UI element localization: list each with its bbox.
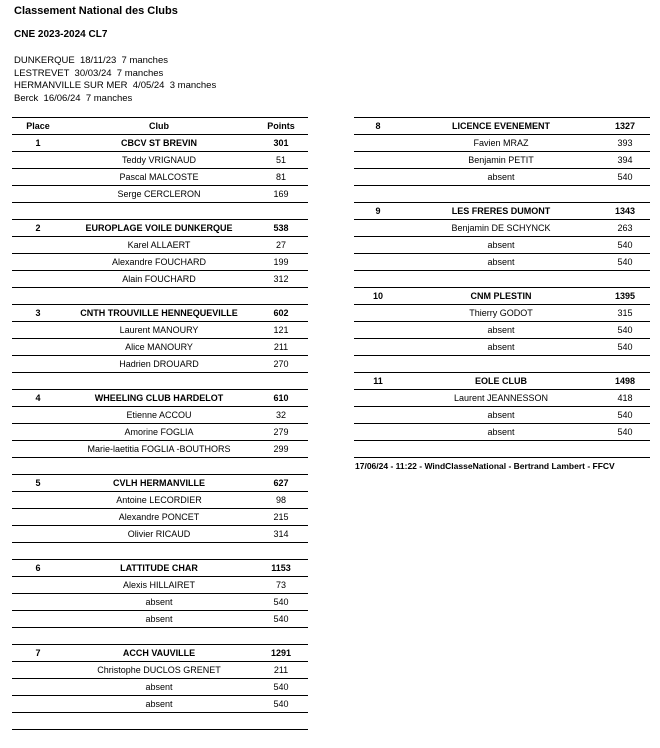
member-row bbox=[354, 305, 650, 322]
spacer-row bbox=[354, 441, 650, 458]
member-points: 540 bbox=[273, 682, 289, 692]
club-rank: 5 bbox=[35, 478, 41, 488]
footer-credit: 17/06/24 - 11:22 - WindClasseNational - Bertrand Lambert - FFCV bbox=[355, 461, 615, 471]
event-line: Berck 16/06/24 7 manches bbox=[14, 92, 133, 104]
ranking-table-left bbox=[12, 117, 308, 730]
club-rank: 3 bbox=[35, 308, 41, 318]
club-rank: 10 bbox=[372, 291, 383, 301]
header-club: Club bbox=[149, 121, 169, 131]
member-points: 540 bbox=[617, 240, 633, 250]
member-points: 73 bbox=[275, 580, 286, 590]
member-points: 169 bbox=[273, 189, 289, 199]
member-points: 540 bbox=[273, 614, 289, 624]
member-points: 540 bbox=[617, 427, 633, 437]
member-row bbox=[12, 696, 308, 713]
member-points: 211 bbox=[273, 665, 289, 675]
member-points: 279 bbox=[273, 427, 289, 437]
member-name: Favien MRAZ bbox=[473, 138, 529, 148]
club-rank: 9 bbox=[375, 206, 381, 216]
member-points: 27 bbox=[275, 240, 286, 250]
member-row bbox=[12, 526, 308, 543]
member-name: absent bbox=[145, 682, 173, 692]
document-subtitle: CNE 2023-2024 CL7 bbox=[14, 29, 108, 40]
club-points: 1327 bbox=[614, 121, 636, 131]
member-name: Alain FOUCHARD bbox=[122, 274, 196, 284]
member-name: Alexis HILLAIRET bbox=[122, 580, 196, 590]
spacer-row bbox=[12, 203, 308, 220]
member-row bbox=[12, 509, 308, 526]
member-points: 418 bbox=[617, 393, 633, 403]
spacer-row bbox=[354, 356, 650, 373]
member-name: Alexandre PONCET bbox=[118, 512, 200, 522]
club-name: ACCH VAUVILLE bbox=[122, 648, 196, 658]
spacer-row bbox=[12, 288, 308, 305]
member-row bbox=[354, 339, 650, 356]
member-row bbox=[12, 339, 308, 356]
spacer-row bbox=[12, 458, 308, 475]
member-points: 540 bbox=[617, 325, 633, 335]
club-name: EUROPLAGE VOILE DUNKERQUE bbox=[85, 223, 233, 233]
member-name: Benjamin PETIT bbox=[468, 155, 534, 165]
member-row bbox=[12, 169, 308, 186]
club-rank: 4 bbox=[35, 393, 41, 403]
club-points: 627 bbox=[273, 478, 289, 488]
member-points: 315 bbox=[617, 308, 633, 318]
spacer-row bbox=[12, 543, 308, 560]
member-row bbox=[12, 356, 308, 373]
spacer-row bbox=[354, 186, 650, 203]
member-points: 81 bbox=[275, 172, 286, 182]
member-row bbox=[12, 407, 308, 424]
club-name: CNTH TROUVILLE HENNEQUEVILLE bbox=[80, 308, 238, 318]
club-row bbox=[12, 390, 308, 407]
member-name: Amorine FOGLIA bbox=[124, 427, 194, 437]
club-rank: 6 bbox=[35, 563, 41, 573]
club-points: 1498 bbox=[614, 376, 636, 386]
member-name: Hadrien DROUARD bbox=[119, 359, 199, 369]
member-name: Laurent MANOURY bbox=[119, 325, 199, 335]
header-points: Points bbox=[267, 121, 295, 131]
club-name: LES FRERES DUMONT bbox=[451, 206, 551, 216]
member-name: absent bbox=[487, 427, 515, 437]
spacer-row bbox=[354, 271, 650, 288]
member-name: absent bbox=[487, 325, 515, 335]
club-points: 1291 bbox=[270, 648, 292, 658]
club-row bbox=[354, 118, 650, 135]
member-row bbox=[12, 186, 308, 203]
member-points: 540 bbox=[617, 257, 633, 267]
club-row bbox=[12, 305, 308, 322]
member-points: 215 bbox=[273, 512, 289, 522]
club-row bbox=[354, 203, 650, 220]
club-rank: 8 bbox=[375, 121, 381, 131]
club-row bbox=[354, 373, 650, 390]
member-name: Alice MANOURY bbox=[125, 342, 193, 352]
member-row bbox=[12, 271, 308, 288]
member-name: absent bbox=[145, 614, 173, 624]
club-name: LATTITUDE CHAR bbox=[120, 563, 198, 573]
member-name: Thierry GODOT bbox=[469, 308, 533, 318]
member-points: 211 bbox=[273, 342, 289, 352]
member-row bbox=[354, 390, 650, 407]
member-points: 314 bbox=[273, 529, 289, 539]
member-points: 540 bbox=[273, 699, 289, 709]
member-points: 394 bbox=[617, 155, 633, 165]
member-points: 299 bbox=[273, 444, 289, 454]
member-row bbox=[354, 407, 650, 424]
member-points: 393 bbox=[617, 138, 633, 148]
club-row bbox=[12, 560, 308, 577]
member-name: absent bbox=[145, 699, 173, 709]
club-row bbox=[12, 475, 308, 492]
member-name: Christophe DUCLOS GRENET bbox=[97, 665, 221, 675]
member-points: 263 bbox=[617, 223, 633, 233]
member-name: absent bbox=[487, 172, 515, 182]
member-name: Olivier RICAUD bbox=[127, 529, 191, 539]
club-name: CBCV ST BREVIN bbox=[120, 138, 197, 148]
member-row bbox=[12, 441, 308, 458]
club-row bbox=[12, 135, 308, 152]
club-points: 1153 bbox=[271, 563, 291, 573]
spacer-row bbox=[12, 373, 308, 390]
spacer-row bbox=[12, 713, 308, 730]
member-row bbox=[354, 237, 650, 254]
document-title: Classement National des Clubs bbox=[14, 5, 178, 17]
member-points: 540 bbox=[617, 172, 633, 182]
member-points: 199 bbox=[273, 257, 289, 267]
member-points: 540 bbox=[617, 342, 633, 352]
member-row bbox=[12, 237, 308, 254]
club-points: 301 bbox=[273, 138, 289, 148]
member-row bbox=[354, 424, 650, 441]
member-name: Laurent JEANNESSON bbox=[453, 393, 549, 403]
club-points: 1343 bbox=[614, 206, 636, 216]
member-row bbox=[12, 152, 308, 169]
club-name: CNM PLESTIN bbox=[470, 291, 532, 301]
club-name: LICENCE EVENEMENT bbox=[451, 121, 550, 131]
member-name: absent bbox=[487, 342, 515, 352]
member-row bbox=[12, 611, 308, 628]
club-name: WHEELING CLUB HARDELOT bbox=[94, 393, 224, 403]
member-row bbox=[12, 322, 308, 339]
member-points: 98 bbox=[275, 495, 286, 505]
club-name: EOLE CLUB bbox=[474, 376, 527, 386]
club-rank: 11 bbox=[373, 376, 383, 386]
ranking-table-right bbox=[354, 117, 650, 458]
spacer-row bbox=[12, 628, 308, 645]
header-place: Place bbox=[26, 121, 50, 131]
club-rank: 1 bbox=[35, 138, 41, 148]
member-points: 270 bbox=[273, 359, 289, 369]
table-header bbox=[12, 118, 308, 135]
club-rank: 2 bbox=[35, 223, 41, 233]
club-row bbox=[12, 220, 308, 237]
member-name: Serge CERCLERON bbox=[117, 189, 201, 199]
club-row bbox=[354, 288, 650, 305]
member-points: 51 bbox=[275, 155, 286, 165]
member-row bbox=[12, 679, 308, 696]
member-points: 121 bbox=[273, 325, 289, 335]
member-row bbox=[12, 662, 308, 679]
member-name: Etienne ACCOU bbox=[126, 410, 192, 420]
event-line: LESTREVET 30/03/24 7 manches bbox=[14, 67, 164, 79]
member-row bbox=[12, 424, 308, 441]
member-row bbox=[12, 577, 308, 594]
member-points: 540 bbox=[617, 410, 633, 420]
member-points: 32 bbox=[275, 410, 286, 420]
member-name: Marie-laetitia FOGLIA -BOUTHORS bbox=[87, 444, 231, 454]
club-name: CVLH HERMANVILLE bbox=[113, 478, 205, 488]
member-row bbox=[354, 220, 650, 237]
member-row bbox=[12, 594, 308, 611]
club-points: 602 bbox=[273, 308, 289, 318]
club-points: 1395 bbox=[614, 291, 636, 301]
member-row bbox=[354, 169, 650, 186]
event-line: HERMANVILLE SUR MER 4/05/24 3 manches bbox=[14, 80, 217, 92]
club-points: 538 bbox=[273, 223, 289, 233]
club-row bbox=[12, 645, 308, 662]
event-line: DUNKERQUE 18/11/23 7 manches bbox=[14, 55, 169, 66]
member-name: absent bbox=[145, 597, 173, 607]
member-name: Alexandre FOUCHARD bbox=[111, 257, 207, 267]
member-name: Antoine LECORDIER bbox=[116, 495, 202, 505]
club-rank: 7 bbox=[35, 648, 41, 658]
member-name: Pascal MALCOSTE bbox=[119, 172, 199, 182]
member-name: Karel ALLAERT bbox=[127, 240, 191, 250]
club-points: 610 bbox=[273, 393, 289, 403]
events-list bbox=[14, 55, 216, 105]
member-row bbox=[354, 254, 650, 271]
member-name: absent bbox=[487, 410, 515, 420]
member-name: Teddy VRIGNAUD bbox=[121, 155, 197, 165]
member-row bbox=[354, 152, 650, 169]
member-points: 540 bbox=[273, 597, 289, 607]
member-row bbox=[354, 135, 650, 152]
member-row bbox=[12, 254, 308, 271]
member-row bbox=[12, 492, 308, 509]
member-name: absent bbox=[487, 240, 515, 250]
member-points: 312 bbox=[273, 274, 289, 284]
member-name: absent bbox=[487, 257, 515, 267]
member-name: Benjamin DE SCHYNCK bbox=[451, 223, 551, 233]
member-row bbox=[354, 322, 650, 339]
